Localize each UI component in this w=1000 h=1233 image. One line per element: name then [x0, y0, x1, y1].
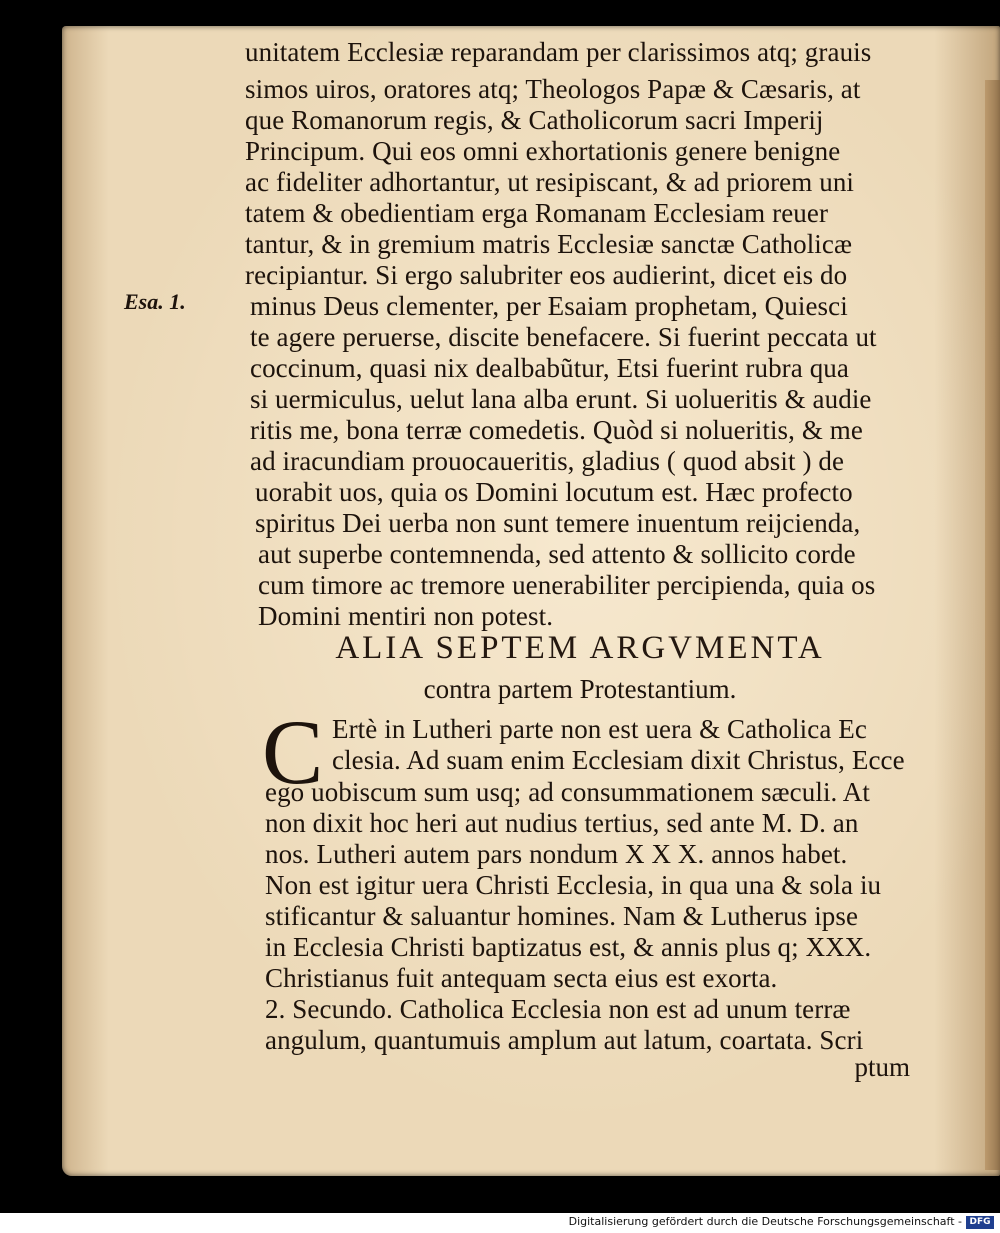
section-heading: ALIA SEPTEM ARGVMENTA [335, 630, 825, 666]
page-edge [985, 80, 1000, 1170]
text-line: que Romanorum regis, & Catholicorum sacri Imperij [245, 105, 824, 135]
text-line: ego uobiscum sum usq; ad consummationem sæculi. At [265, 777, 870, 807]
text-line: coccinum, quasi nix dealbabũtur, Etsi fuerint rubra qua [250, 353, 849, 383]
text-line: uorabit uos, quia os Domini locutum est. Hæc profecto [255, 477, 853, 507]
text-line: spiritus Dei uerba non sunt temere inuentum reijcienda, [255, 508, 861, 538]
text-line: unitatem Ecclesiæ reparandam per clarissimos atq; grauis [245, 37, 872, 67]
text-line: stificantur & saluantur homines. Nam & Lutherus ipse [265, 901, 859, 931]
text-line: non dixit hoc heri aut nudius tertius, sed ante M. D. an [265, 808, 859, 838]
text-line: Ertè in Lutheri parte non est uera & Catholica Ec [332, 714, 867, 744]
text-line: si uermiculus, uelut lana alba erunt. Si uolueritis & audie [250, 384, 872, 414]
text-line: angulum, quantumuis amplum aut latum, coartata. Scri [265, 1025, 864, 1055]
margin-note: Esa. 1. [124, 289, 186, 314]
text-line: Principum. Qui eos omni exhortationis genere benigne [245, 136, 841, 166]
text-line: te agere peruerse, discite benefacere. Si fuerint peccata ut [250, 322, 877, 352]
text-line: ad iracundiam prouocaueritis, gladius ( quod absit ) de [250, 446, 845, 476]
text-line: in Ecclesia Christi baptizatus est, & annis plus q; XXX. [265, 932, 872, 962]
dfg-logo[interactable]: DFG [966, 1216, 994, 1229]
catchword: ptum [854, 1052, 910, 1082]
text-line: nos. Lutheri autem pars nondum X X X. annos habet. [265, 839, 848, 869]
text-line: ritis me, bona terræ comedetis. Quòd si nolueritis, & me [250, 415, 863, 445]
text-line: clesia. Ad suam enim Ecclesiam dixit Christus, Ecce [332, 745, 905, 775]
text-line: tatem & obedientiam erga Romanam Ecclesiam reuer [245, 198, 829, 228]
text-line: simos uiros, oratores atq; Theologos Papæ & Cæsaris, at [245, 74, 861, 104]
text-line: Non est igitur uera Christi Ecclesia, in qua una & sola iu [265, 870, 882, 900]
text-line: cum timore ac tremore uenerabiliter percipienda, quia os [258, 570, 876, 600]
text-line: Domini mentiri non potest. [258, 601, 554, 631]
section-subheading: contra partem Protestantium. [423, 674, 737, 704]
text-line: ac fideliter adhortantur, ut resipiscant, & ad priorem uni [245, 167, 855, 197]
drop-capital: C [262, 701, 324, 803]
funding-credit: Digitalisierung gefördert durch die Deutsche Forschungsgemeinschaft - [568, 1215, 962, 1228]
text-line: 2. Secundo. Catholica Ecclesia non est ad unum terræ [265, 994, 851, 1024]
text-line: recipiantur. Si ergo salubriter eos audierint, dicet eis do [245, 260, 848, 290]
text-line: aut superbe contemnenda, sed attento & sollicito corde [258, 539, 856, 569]
text-line: tantur, & in gremium matris Ecclesiæ sanctæ Catholicæ [245, 229, 853, 259]
footer-bar [0, 1213, 1000, 1233]
text-line: Christianus fuit antequam secta eius est exorta. [265, 963, 778, 993]
text-line: minus Deus clementer, per Esaiam prophetam, Quiesci [250, 291, 848, 321]
